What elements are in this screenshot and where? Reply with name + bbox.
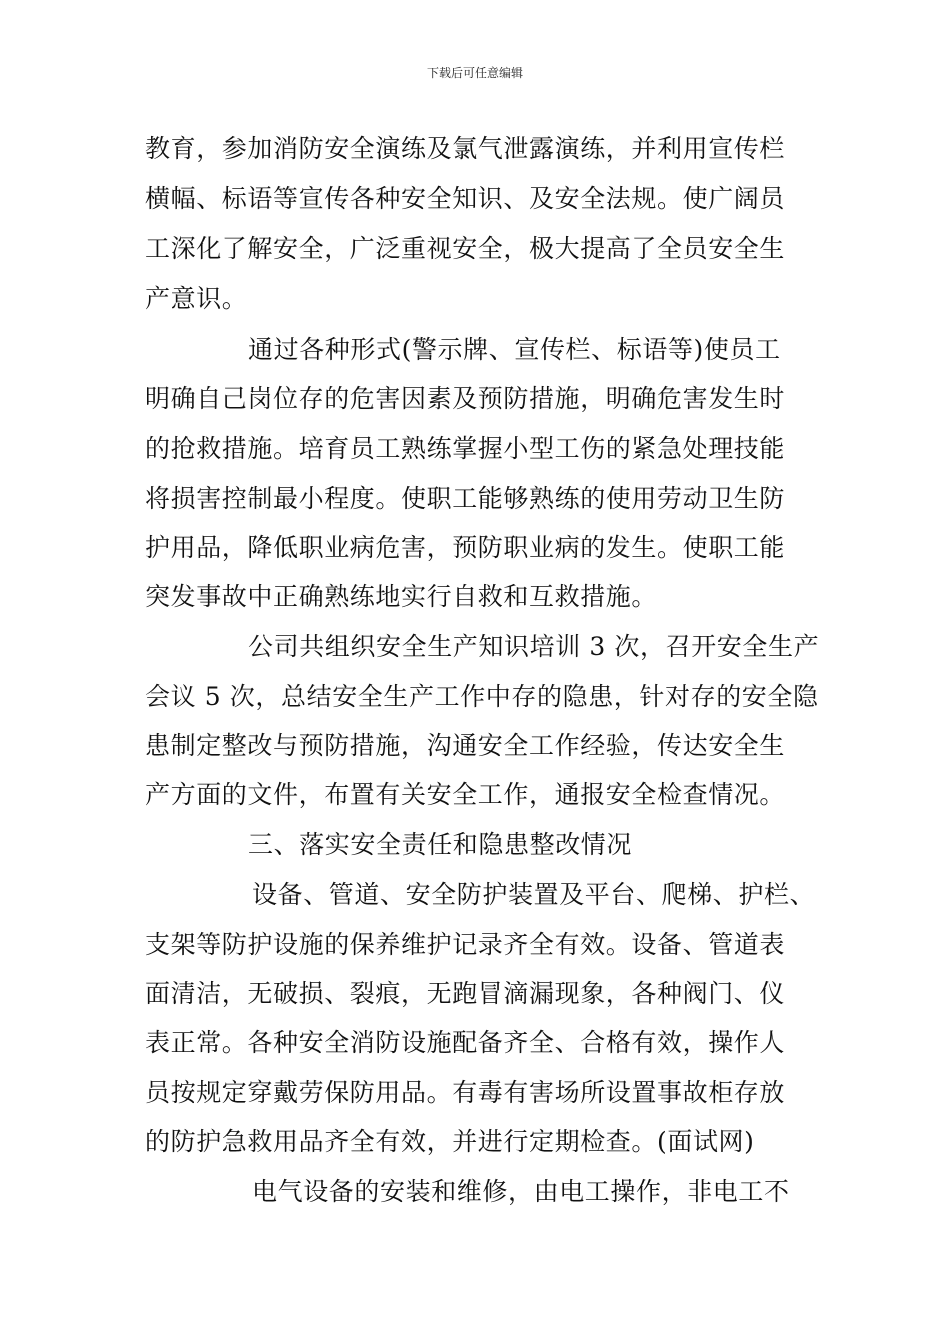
body-text-line: 突发事故中正确熟练地实行自救和互救措施。 bbox=[145, 582, 658, 611]
body-text-line: 支架等防护设施的保养维护记录齐全有效。设备、管道表 bbox=[145, 930, 786, 959]
body-text-line: 会议 5 次，总结安全生产工作中存的隐患，针对存的安全隐 bbox=[145, 682, 819, 711]
body-text-line: 横幅、标语等宣传各种安全知识、及安全法规。使广阔员 bbox=[145, 184, 786, 213]
body-text-line: 产意识。 bbox=[145, 284, 248, 313]
body-text-line: 护用品，降低职业病危害，预防职业病的发生。使职工能 bbox=[145, 533, 786, 562]
paragraph-first-line: 公司共组织安全生产知识培训 3 次，召开安全生产 bbox=[248, 632, 820, 661]
body-text-line: 表正常。各种安全消防设施配备齐全、合格有效，操作人 bbox=[145, 1028, 786, 1057]
header-note: 下载后可任意编辑 bbox=[426, 66, 523, 80]
paragraph-first-line: 通过各种形式(警示牌、宣传栏、标语等)使员工 bbox=[248, 335, 781, 364]
body-text-line: 工深化了解安全，广泛重视安全，极大提高了全员安全生 bbox=[145, 234, 786, 263]
body-text-line: 教育，参加消防安全演练及氯气泄露演练，并利用宣传栏 bbox=[145, 134, 786, 163]
body-text-line: 将损害控制最小程度。使职工能够熟练的使用劳动卫生防 bbox=[145, 484, 786, 513]
body-text-line: 面清洁，无破损、裂痕，无跑冒滴漏现象，各种阀门、仪 bbox=[145, 979, 786, 1008]
paragraph-first-line: 电气设备的安装和维修，由电工操作，非电工不 bbox=[252, 1177, 790, 1206]
body-text-line: 的抢救措施。培育员工熟练掌握小型工伤的紧急处理技能 bbox=[145, 434, 786, 463]
body-text-line: 产方面的文件，布置有关安全工作，通报安全检查情况。 bbox=[145, 780, 786, 809]
paragraph-first-line: 设备、管道、安全防护装置及平台、爬梯、护栏、 bbox=[252, 880, 816, 909]
section-heading: 三、落实安全责任和隐患整改情况 bbox=[248, 830, 633, 859]
body-text-line: 明确自己岗位存的危害因素及预防措施，明确危害发生时 bbox=[145, 384, 786, 413]
body-text-line: 员按规定穿戴劳保防用品。有毒有害场所设置事故柜存放 bbox=[145, 1078, 786, 1107]
body-text-line: 的防护急救用品齐全有效，并进行定期检查。(面试网) bbox=[145, 1127, 755, 1156]
body-text-line: 患制定整改与预防措施，沟通安全工作经验，传达安全生 bbox=[145, 731, 786, 760]
